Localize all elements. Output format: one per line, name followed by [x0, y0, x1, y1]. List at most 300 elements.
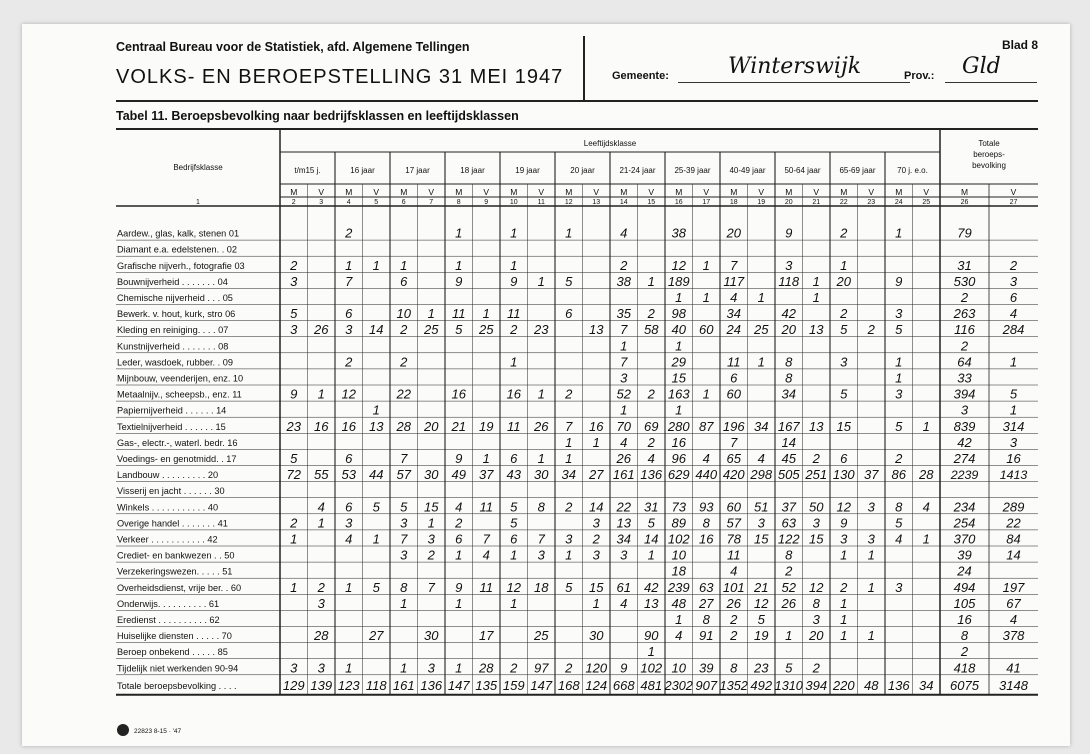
cell-value: 3 — [290, 322, 298, 338]
total-cell-value: 34 — [919, 677, 934, 693]
total-cell-value: 159 — [502, 677, 525, 693]
cell-value: 21 — [451, 418, 466, 434]
cell-value: 1 — [922, 418, 930, 434]
cell-value: 30 — [424, 467, 439, 483]
cell-value: 3 — [812, 515, 820, 531]
cell-value: 1 — [592, 434, 600, 450]
cell-value: 239 — [667, 579, 690, 595]
row-label: Overige handel . . . . . . . 41 — [117, 518, 228, 529]
mv-label: V — [373, 187, 380, 197]
cell-value: 8 — [785, 547, 793, 563]
cell-value: 93 — [699, 499, 714, 515]
cell-value: 2 — [647, 386, 655, 402]
column-number: 13 — [592, 199, 601, 206]
cell-value: 35 — [616, 306, 631, 322]
cell-value: 14 — [369, 322, 384, 338]
mv-label: M — [840, 187, 848, 197]
age-group-header: 17 jaar — [405, 166, 430, 175]
mv-label: M — [785, 187, 793, 197]
cell-value: 1 — [565, 547, 573, 563]
cell-value: 6 — [345, 499, 353, 515]
cell-value: 30 — [534, 467, 549, 483]
cell-value: 3 — [592, 547, 600, 563]
mv-label: V — [483, 187, 490, 197]
cell-value: 50 — [809, 499, 824, 515]
cell-value: 2 — [960, 644, 969, 660]
cell-value: 4 — [647, 451, 655, 466]
cell-value: 1 — [565, 451, 573, 466]
totale-header-line: Totale — [978, 139, 1000, 148]
cell-value: 9 — [455, 579, 463, 595]
cell-value: 8 — [537, 499, 545, 515]
cell-value: 69 — [644, 418, 659, 434]
cell-value: 28 — [919, 467, 934, 483]
cell-value: 2 — [345, 225, 353, 241]
column-number: 15 — [647, 199, 656, 206]
cell-value: 64 — [957, 354, 972, 370]
cell-value: 2 — [647, 306, 655, 322]
cell-value: 1 — [565, 434, 573, 450]
cell-value: 5 — [895, 515, 903, 531]
cell-value: 65 — [726, 451, 741, 466]
cell-value: 3 — [400, 515, 408, 531]
sheet-number: Blad 8 — [1002, 38, 1039, 52]
cell-value: 2 — [290, 257, 298, 273]
cell-value: 1 — [757, 354, 765, 370]
row-label: Overheidsdienst, vrije ber. . 60 — [117, 582, 242, 593]
cell-value: 9 — [840, 515, 848, 531]
cell-value: 20 — [809, 628, 824, 644]
row-label: Chemische nijverheid . . . 05 — [117, 293, 233, 303]
cell-value: 2 — [960, 338, 969, 354]
cell-value: 2 — [812, 451, 820, 466]
age-group-header: 25-39 jaar — [674, 166, 711, 175]
age-group-header: 20 jaar — [570, 166, 595, 175]
cell-value: 5 — [372, 579, 380, 595]
mv-label: M — [675, 187, 683, 197]
column-number: 7 — [429, 199, 434, 206]
cell-value: 1 — [427, 515, 435, 531]
cell-value: 1 — [867, 628, 875, 644]
total-cell-value: 48 — [864, 677, 879, 693]
cell-value: 3 — [785, 257, 793, 273]
cell-value: 27 — [369, 628, 384, 644]
cell-value: 1 — [565, 225, 573, 241]
cell-value: 3 — [620, 547, 628, 563]
row-label: Crediet- en bankwezen . . 50 — [117, 550, 235, 561]
cell-value: 13 — [809, 418, 824, 434]
cell-value: 10 — [396, 306, 411, 322]
cell-value: 8 — [785, 370, 793, 386]
cell-value: 16 — [957, 612, 972, 627]
census-sheet — [22, 24, 1070, 746]
cell-value: 7 — [730, 257, 738, 273]
cell-value: 1 — [345, 257, 353, 273]
cell-value: 17 — [479, 628, 494, 644]
column-number: 9 — [484, 199, 489, 206]
prov-value: Gld — [962, 54, 1001, 79]
table-title: Tabel 11. Beroepsbevolking naar bedrijfsklassen en leeftijdsklassen — [116, 109, 519, 123]
cell-value: 3 — [345, 322, 353, 338]
mv-label: V — [813, 187, 820, 197]
mv-label: V — [758, 187, 765, 197]
cell-value: 5 — [510, 515, 518, 531]
leeftijdsklasse-header: Leeftijdsklasse — [583, 139, 637, 148]
cell-value: 1 — [675, 338, 683, 354]
cell-value: 1 — [455, 225, 463, 241]
cell-value: 27 — [589, 467, 604, 483]
column-number: 12 — [564, 199, 573, 206]
cell-value: 494 — [953, 579, 976, 595]
cell-value: 98 — [671, 306, 686, 322]
cell-value: 52 — [616, 386, 631, 402]
form-title: VOLKS- EN BEROEPSTELLING 31 MEI 1947 — [116, 66, 564, 88]
cell-value: 26 — [534, 418, 549, 434]
cell-value: 1 — [785, 628, 793, 644]
mv-label: V — [428, 187, 435, 197]
cell-value: 1 — [372, 402, 380, 418]
cell-value: 1 — [840, 547, 848, 563]
cell-value: 11 — [479, 579, 493, 595]
row-label: Kleding en reiniging. . . . 07 — [117, 325, 229, 336]
age-group-header: 65-69 jaar — [839, 166, 876, 175]
totals-label: Totale beroepsbevolking . . . . — [117, 680, 237, 691]
cell-value: 39 — [957, 547, 972, 563]
cell-value: 40 — [671, 322, 686, 338]
cell-value: 1 — [840, 257, 848, 273]
cell-value: 15 — [809, 531, 824, 547]
row-label: Bewerk. v. hout, kurk, stro 06 — [117, 309, 236, 320]
cell-value: 3 — [565, 531, 573, 547]
cell-value: 19 — [754, 628, 769, 644]
cell-value: 78 — [726, 531, 741, 547]
cell-value: 263 — [953, 306, 976, 322]
cell-value: 6 — [345, 451, 353, 466]
cbs-logo-icon — [117, 724, 129, 736]
cell-value: 1 — [400, 660, 408, 676]
row-label: Voedings- en genotmidd. . 17 — [117, 454, 237, 464]
cell-value: 7 — [620, 354, 628, 370]
cell-value: 12 — [754, 595, 769, 611]
cell-value: 136 — [640, 467, 663, 483]
cell-value: 1 — [867, 579, 875, 595]
cell-value: 394 — [953, 386, 976, 402]
cell-value: 16 — [314, 418, 329, 434]
cell-value: 45 — [781, 451, 796, 466]
cell-value: 116 — [954, 322, 975, 338]
cell-value: 102 — [640, 660, 663, 676]
cell-value: 5 — [372, 499, 380, 515]
cell-value: 1 — [675, 402, 683, 418]
cell-value: 14 — [589, 499, 604, 515]
cell-value: 30 — [424, 628, 439, 644]
age-group-header: 18 jaar — [460, 166, 485, 175]
mv-label: M — [960, 187, 969, 197]
cell-value: 2 — [895, 451, 903, 466]
cell-value: 420 — [722, 467, 745, 483]
cell-value: 3 — [1009, 273, 1018, 289]
prov-label: Prov.: — [904, 70, 935, 82]
mv-label: V — [593, 187, 600, 197]
row-label: Tijdelijk niet werkenden 90-94 — [117, 663, 239, 674]
cell-value: 37 — [864, 467, 879, 483]
cell-value: 1 — [400, 257, 408, 273]
cell-value: 4 — [730, 563, 738, 579]
cell-value: 2 — [290, 515, 298, 531]
cell-value: 34 — [754, 418, 769, 434]
mv-label: M — [290, 187, 298, 197]
mv-label: M — [565, 187, 573, 197]
cell-value: 3 — [895, 306, 903, 322]
total-cell-value: 907 — [695, 677, 718, 693]
cell-value: 1 — [1009, 354, 1018, 370]
column-number: 25 — [922, 199, 931, 206]
total-cell-value: 481 — [640, 677, 663, 693]
total-cell-value: 161 — [392, 677, 415, 693]
mv-label: V — [868, 187, 875, 197]
mv-label: M — [345, 187, 353, 197]
cell-value: 15 — [589, 579, 604, 595]
cell-value: 57 — [396, 467, 411, 483]
cell-value: 2 — [592, 531, 600, 547]
cell-value: 57 — [726, 515, 741, 531]
cell-value: 6 — [840, 451, 848, 466]
cell-value: 2 — [840, 579, 848, 595]
cell-value: 7 — [565, 418, 573, 434]
cell-value: 60 — [726, 499, 741, 515]
cell-value: 15 — [424, 499, 439, 515]
cell-value: 67 — [1006, 595, 1021, 611]
cell-value: 1 — [840, 595, 848, 611]
total-cell-value: 136 — [420, 677, 443, 693]
cell-value: 7 — [345, 273, 353, 289]
cell-value: 4 — [345, 531, 353, 547]
cell-value: 370 — [953, 531, 976, 547]
cell-value: 5 — [757, 612, 765, 627]
print-code: 22823 8-15 · '47 — [134, 728, 182, 735]
cell-value: 2 — [1009, 257, 1018, 273]
cell-value: 11 — [452, 306, 466, 322]
cell-value: 31 — [644, 499, 659, 515]
cell-value: 3 — [960, 402, 969, 418]
cell-value: 2 — [867, 322, 875, 338]
cell-value: 39 — [699, 660, 714, 676]
cell-value: 234 — [953, 499, 976, 515]
cell-value: 42 — [644, 579, 659, 595]
cell-value: 3 — [840, 531, 848, 547]
cell-value: 96 — [671, 451, 686, 466]
row-label: Landbouw . . . . . . . . . 20 — [117, 470, 219, 481]
cell-value: 18 — [671, 563, 686, 579]
cell-value: 1 — [840, 628, 848, 644]
column-number: 23 — [867, 199, 876, 206]
cell-value: 1 — [895, 354, 903, 370]
column-number: 4 — [346, 199, 351, 206]
cell-value: 12 — [671, 257, 686, 273]
cell-value: 505 — [777, 467, 800, 483]
cell-value: 25 — [424, 322, 439, 338]
cell-value: 29 — [671, 354, 686, 370]
cell-value: 1 — [427, 306, 435, 322]
total-cell-value: 147 — [530, 677, 553, 693]
cell-value: 4 — [620, 595, 628, 611]
cell-value: 5 — [290, 451, 298, 466]
cell-value: 10 — [671, 547, 686, 563]
cell-value: 3 — [1009, 434, 1018, 450]
age-group-header: 16 jaar — [350, 166, 375, 175]
cell-value: 1 — [317, 386, 325, 402]
cell-value: 4 — [1009, 306, 1018, 322]
cell-value: 16 — [341, 418, 356, 434]
cell-value: 38 — [616, 273, 631, 289]
cell-value: 28 — [314, 628, 329, 644]
cell-value: 5 — [785, 660, 793, 676]
cell-value: 24 — [957, 563, 972, 579]
cell-value: 15 — [671, 370, 686, 386]
cell-value: 8 — [702, 612, 710, 627]
cell-value: 5 — [290, 306, 298, 322]
cell-value: 31 — [957, 257, 972, 273]
cell-value: 2 — [785, 563, 793, 579]
cell-value: 4 — [895, 531, 903, 547]
cell-value: 34 — [781, 386, 796, 402]
mv-label: V — [923, 187, 930, 197]
cell-value: 13 — [809, 322, 824, 338]
cell-value: 2 — [317, 579, 325, 595]
cell-value: 6 — [510, 531, 518, 547]
cell-value: 1 — [895, 370, 903, 386]
cell-value: 120 — [585, 660, 608, 676]
cell-value: 418 — [953, 660, 976, 676]
mv-label: V — [648, 187, 655, 197]
total-cell-value: 136 — [887, 677, 910, 693]
cell-value: 629 — [667, 467, 690, 483]
row-label: Bouwnijverheid . . . . . . . 04 — [117, 276, 228, 287]
cell-value: 20 — [836, 273, 851, 289]
gemeente-value: Winterswijk — [728, 54, 862, 79]
mv-label: M — [510, 187, 518, 197]
cell-value: 105 — [953, 595, 976, 611]
mv-label: V — [318, 187, 325, 197]
cell-value: 1 — [922, 531, 930, 547]
cell-value: 1 — [647, 644, 655, 660]
cell-value: 289 — [1002, 499, 1025, 515]
cell-value: 16 — [1006, 451, 1021, 466]
cell-value: 44 — [369, 467, 384, 483]
cell-value: 4 — [317, 499, 325, 515]
cell-value: 25 — [534, 628, 549, 644]
cell-value: 280 — [667, 418, 690, 434]
cell-value: 37 — [479, 467, 494, 483]
cell-value: 1 — [867, 547, 875, 563]
total-cell-value: 118 — [365, 677, 387, 693]
cell-value: 22 — [616, 499, 631, 515]
cell-value: 9 — [455, 273, 463, 289]
cell-value: 13 — [589, 322, 604, 338]
cell-value: 254 — [953, 515, 976, 531]
age-group-header: 19 jaar — [515, 166, 540, 175]
cell-value: 1 — [620, 402, 628, 418]
cell-value: 5 — [510, 499, 518, 515]
cell-value: 3 — [427, 531, 435, 547]
cell-value: 12 — [341, 386, 356, 402]
row-label: Grafische nijverh., fotografie 03 — [117, 260, 245, 271]
cell-value: 49 — [451, 467, 466, 483]
gemeente-label: Gemeente: — [612, 70, 669, 82]
cell-value: 4 — [1009, 612, 1018, 627]
cell-value: 314 — [1002, 418, 1025, 434]
cell-value: 27 — [699, 595, 714, 611]
cell-value: 1 — [537, 273, 545, 289]
cell-value: 6 — [565, 306, 573, 322]
row-label: Winkels . . . . . . . . . . . 40 — [117, 502, 219, 513]
cell-value: 163 — [667, 386, 690, 402]
cell-value: 1 — [620, 338, 628, 354]
cell-value: 3 — [345, 515, 353, 531]
cell-value: 14 — [781, 434, 796, 450]
cell-value: 1 — [455, 547, 463, 563]
cell-value: 3 — [840, 354, 848, 370]
cell-value: 97 — [534, 660, 549, 676]
cell-value: 91 — [699, 628, 714, 644]
cell-value: 22 — [1006, 515, 1021, 531]
cell-value: 2 — [455, 515, 463, 531]
cell-value: 8 — [812, 595, 820, 611]
column-number: 18 — [729, 199, 738, 206]
cell-value: 11 — [507, 306, 521, 322]
cell-value: 60 — [699, 322, 714, 338]
cell-value: 72 — [286, 467, 301, 483]
cell-value: 1 — [1009, 402, 1018, 418]
cell-value: 1 — [455, 257, 463, 273]
total-cell-value: 124 — [585, 677, 608, 693]
cell-value: 1 — [757, 290, 765, 305]
total-cell-value: 668 — [612, 677, 635, 693]
row-label: Papiernijverheid . . . . . . 14 — [117, 405, 227, 416]
cell-value: 1 — [675, 290, 683, 305]
cell-value: 3 — [812, 612, 820, 627]
cell-value: 1 — [455, 595, 463, 611]
cell-value: 63 — [699, 579, 714, 595]
cell-value: 28 — [479, 660, 494, 676]
cell-value: 167 — [777, 418, 800, 434]
cell-value: 1 — [510, 547, 518, 563]
cell-value: 2 — [565, 660, 573, 676]
cell-value: 4 — [702, 451, 710, 466]
mv-label: M — [400, 187, 408, 197]
cell-value: 3 — [317, 595, 325, 611]
cell-value: 9 — [785, 225, 793, 241]
cell-value: 6 — [1009, 290, 1018, 305]
row-label: Verzekeringswezen. . . . . 51 — [117, 566, 233, 577]
cell-value: 11 — [507, 418, 521, 434]
column-number: 5 — [374, 199, 379, 206]
age-group-header: 50-64 jaar — [784, 166, 821, 175]
cell-value: 2 — [647, 434, 655, 450]
cell-value: 6 — [730, 370, 738, 386]
cell-value: 16 — [699, 531, 714, 547]
cell-value: 3 — [592, 515, 600, 531]
cell-value: 13 — [369, 418, 384, 434]
cell-value: 51 — [754, 499, 769, 515]
cell-value: 8 — [730, 660, 738, 676]
cell-value: 42 — [957, 434, 972, 450]
cell-value: 42 — [781, 306, 796, 322]
cell-value: 1 — [702, 290, 710, 305]
cell-value: 5 — [895, 322, 903, 338]
cell-value: 2 — [565, 386, 573, 402]
column-number: 27 — [1009, 199, 1018, 206]
